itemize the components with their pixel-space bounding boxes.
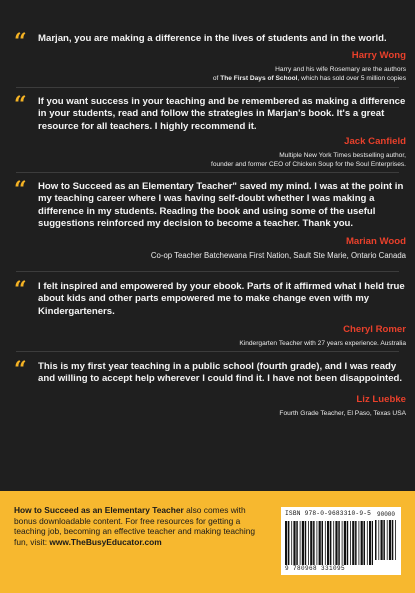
testimonial-author: Liz Luebke [356, 393, 406, 405]
isbn-label: ISBN 978-0-9683310-9-5 [285, 510, 372, 517]
testimonial-quote: This is my first year teaching in a public school (fourth grade), and I was ready and willing to accept help wherever I could find it. I have not been disappointed. [38, 361, 403, 385]
testimonial-detail: Fourth Grade Teacher, El Paso, Texas USA [279, 409, 406, 417]
quote-mark-icon: “ [14, 177, 27, 203]
testimonial-2 [14, 92, 406, 169]
testimonial-1 [14, 29, 406, 83]
barcode-number: 9 780968 331095 [285, 565, 346, 572]
promo-text: How to Succeed as an Elementary Teacher also comes with bonus downloadable content. For free resources for getting a teaching job, becoming an effective teacher and making teaching fun, visit: www.TheBusyEducator.com [14, 505, 256, 547]
testimonial-quote: Marjan, you are making a difference in the lives of students and in the world. [38, 33, 387, 44]
testimonial-author: Jack Canfield [344, 136, 406, 148]
divider [16, 172, 399, 173]
testimonial-author: Harry Wong [351, 50, 406, 62]
testimonial-detail: Co-op Teacher Batchewana First Nation, Sault Ste Marie, Ontario Canada [150, 250, 406, 260]
barcode [281, 507, 401, 575]
book-title: The First Days of School [220, 75, 298, 83]
barcode-bars-icon [285, 521, 373, 565]
book-title: How to Succeed as an Elementary Teacher [14, 505, 184, 515]
testimonial-detail: Harry and his wife Rosemary are the authors of The First Days of School, which has sold over 5 million copies [212, 66, 406, 83]
testimonial-author: Marian Wood [345, 235, 406, 247]
testimonial-quote: How to Succeed as an Elementary Teacher" saved my mind. I was at the point in my teaching career where I was having self-doubt whether I was making a difference in my students. Reading the book and using some of the useful suggestions reinforced my decision to become a teacher. Thank you. [38, 181, 404, 230]
testimonial-author: Cheryl Romer [343, 324, 406, 336]
testimonial-quote: I felt inspired and empowered by your ebook. Parts of it affirmed what I held true about kids and other parts empowered me to make change even with my Kindergarteners. [38, 281, 405, 317]
divider [16, 271, 399, 272]
quote-mark-icon: “ [14, 92, 27, 118]
quote-mark-icon: “ [14, 277, 27, 303]
footer-panel [0, 491, 415, 593]
divider [16, 87, 399, 88]
quote-mark-icon: “ [14, 29, 27, 55]
testimonial-detail: Kindergarten Teacher with 27 years experience. Australia [239, 340, 406, 348]
website-link[interactable]: www.TheBusyEducator.com [49, 536, 162, 547]
divider [16, 351, 399, 352]
testimonial-5 [14, 357, 406, 418]
addon-number: 90000 [377, 511, 396, 518]
testimonial-detail: Multiple New York Times bestselling author, founder and former CEO of Chicken Soup for the Soul Enterprises. [211, 152, 406, 169]
quote-mark-icon: “ [14, 357, 27, 383]
testimonial-quote: If you want success in your teaching and be remembered as making a difference in your students, read and follow the strategies in Marjan's book. It's a great resource for all teachers. I highly recommend it. [38, 96, 406, 132]
testimonial-3 [14, 177, 406, 261]
testimonial-4 [14, 277, 406, 348]
barcode-addon-icon [375, 520, 399, 560]
